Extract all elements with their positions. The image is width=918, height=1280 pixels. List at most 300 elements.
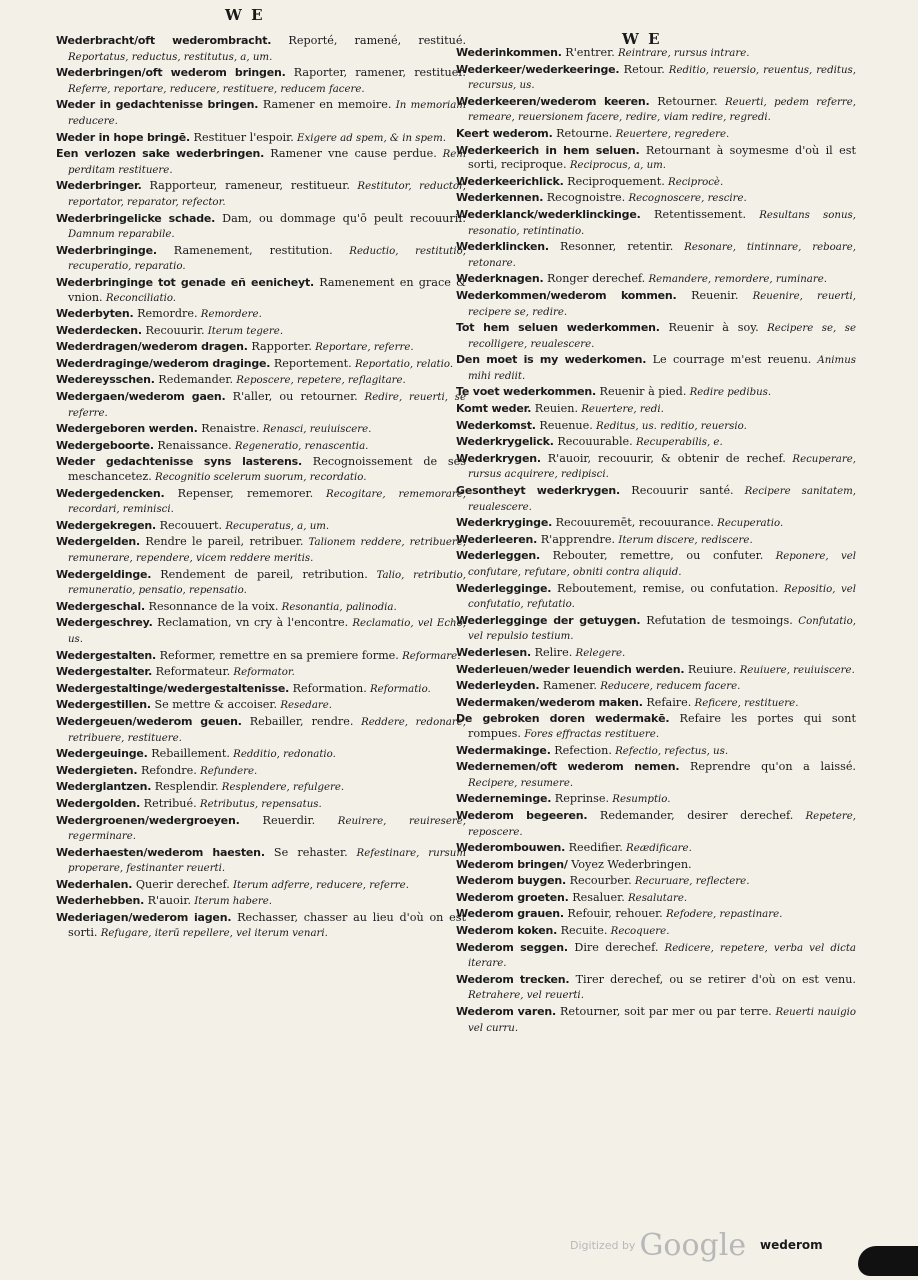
- entry-headword: Wedergestaltinge/wedergestaltenisse.: [56, 681, 290, 695]
- entry-headword: Wederbringelicke schade.: [56, 211, 216, 225]
- entry-headword: Wederombouwen.: [456, 841, 566, 855]
- entry-french: Refondre.: [137, 763, 197, 777]
- dictionary-entry: [456, 435, 856, 451]
- entry-latin: Recipere se, se recolligere, reualescere.: [468, 323, 856, 350]
- entry-headword: Wederleuen/weder leuendich werden.: [456, 662, 685, 676]
- entry-french: Retourner.: [649, 94, 718, 108]
- entry-headword: Wederbringinge.: [56, 243, 157, 257]
- dictionary-entry: [456, 973, 856, 1004]
- entry-french: Retentissement.: [640, 207, 747, 221]
- entry-french: Ramenement en grace & vnion.: [68, 275, 466, 304]
- entry-french: Rendre le pareil, retribuer.: [140, 535, 304, 549]
- entry-latin: Recogitare, rememorare, recordari, reminisci.: [68, 488, 466, 516]
- entry-headword: Wederkommen/wederom kommen.: [456, 288, 677, 302]
- entry-latin: Retrahere, vel reuerti.: [468, 990, 584, 1002]
- entry-french: Voyez Wederbringen.: [567, 857, 692, 871]
- dictionary-entry: [56, 422, 466, 438]
- dictionary-entry: [456, 452, 856, 483]
- dictionary-entry: [56, 649, 466, 665]
- entry-headword: Wedergeldinge.: [56, 567, 152, 581]
- entry-latin: Reuertere, regredere.: [612, 128, 730, 140]
- dictionary-entry: [456, 858, 856, 874]
- entry-headword: Wederkeer/wederkeeringe.: [456, 62, 620, 76]
- entry-latin: Recipere sanitatem, reualescere.: [468, 486, 856, 513]
- entry-french: Reedifier.: [565, 841, 623, 855]
- entry-headword: Wederleggen.: [456, 549, 541, 563]
- entry-headword: Wederhalen.: [56, 877, 133, 891]
- left-column: [56, 34, 466, 942]
- dictionary-entry: [56, 340, 466, 356]
- entry-latin: In memoriam reducere.: [68, 100, 466, 127]
- dictionary-entry: [456, 760, 856, 791]
- entry-headword: Wedergeschrey.: [56, 616, 153, 630]
- entry-headword: Wedergeuen/wederom geuen.: [56, 714, 242, 728]
- entry-latin: Resumptio.: [609, 794, 671, 806]
- watermark-google-logo: Google: [639, 1228, 747, 1263]
- entry-french: R'auoir.: [144, 894, 191, 908]
- entry-french: Se rehaster.: [264, 845, 348, 859]
- entry-headword: Wederleeren.: [456, 532, 538, 546]
- entry-latin: Reducere, reducem facere.: [596, 681, 741, 693]
- entry-french: Reuenir à pied.: [595, 385, 687, 399]
- dictionary-entry: [56, 66, 466, 97]
- entry-headword: Wederdraginge/wederom draginge.: [56, 356, 271, 370]
- entry-french: Reuenir à soy.: [659, 321, 759, 335]
- entry-headword: Wederkrygen.: [456, 451, 541, 465]
- entry-headword: Wederom trecken.: [456, 972, 570, 986]
- dictionary-entry: [56, 682, 466, 698]
- entry-latin: Reuerti nauigio vel curru.: [468, 1007, 857, 1034]
- entry-headword: Wederneminge.: [456, 792, 552, 806]
- dictionary-entry: [456, 941, 856, 972]
- dictionary-entry: [56, 616, 466, 647]
- entry-french: Reprendre qu'on a laissé.: [679, 760, 856, 774]
- dictionary-entry: [456, 874, 856, 890]
- dictionary-entry: [56, 487, 466, 518]
- dictionary-entry: [456, 240, 856, 271]
- entry-french: Retournant à soymesme d'où il est sorti, reciproque.: [468, 143, 856, 172]
- entry-latin: Reuerti, pedem referre, remeare, reuersionem facere, redire, viam redire, regredi.: [468, 96, 856, 124]
- entry-latin: Reconciliatio.: [102, 292, 177, 304]
- entry-headword: Wedergieten.: [56, 763, 138, 777]
- entry-latin: Reportatus, reductus, restitutus, a, um.: [68, 51, 273, 63]
- entry-french: R'apprendre.: [537, 532, 616, 546]
- entry-latin: Refundere.: [196, 765, 258, 777]
- entry-french: Recouurir.: [141, 323, 205, 337]
- entry-latin: Reposcere, repetere, reflagitare.: [233, 375, 406, 387]
- entry-french: Rapporter.: [247, 340, 312, 354]
- dictionary-entry: [456, 144, 856, 174]
- entry-french: Refaire les portes qui sont rompues.: [468, 712, 856, 740]
- entry-french: Resonnance de la voix.: [144, 599, 279, 613]
- entry-headword: Den moet is my wederkomen.: [456, 353, 647, 367]
- entry-french: Reformateur.: [152, 665, 231, 679]
- entry-latin: Reuenire, reuerti, recipere se, redire.: [468, 290, 857, 318]
- entry-french: Ramener vne cause perdue.: [264, 147, 437, 161]
- entry-french: Resaluer.: [568, 890, 625, 904]
- dictionary-entry: [56, 147, 466, 178]
- entry-headword: Weder in gedachtenisse bringen.: [56, 98, 259, 112]
- entry-latin: Damnum reparabile.: [68, 229, 175, 241]
- entry-latin: Recuperatus, a, um.: [222, 520, 330, 532]
- entry-latin: Rem perditam restituere.: [68, 149, 466, 176]
- entry-french: Redemander.: [154, 373, 234, 387]
- entry-latin: Reformatio.: [366, 683, 431, 695]
- entry-latin: Reditio, reuersio, reuentus, reditus, recursus, us.: [468, 64, 856, 92]
- entry-headword: Wederinkommen.: [456, 46, 562, 59]
- entry-latin: Resedare.: [277, 700, 333, 712]
- entry-headword: Wederkeeren/wederom keeren.: [456, 94, 650, 108]
- entry-latin: Reuiuere, reuiuiscere.: [736, 664, 855, 676]
- ink-smudge: [858, 1246, 918, 1276]
- entry-french: Recouuert.: [156, 518, 223, 532]
- entry-french: Reuien.: [531, 402, 579, 416]
- dictionary-entry: [456, 191, 856, 207]
- dictionary-entry: [456, 614, 856, 645]
- entry-french: Se mettre & accoiser.: [150, 698, 278, 712]
- entry-french: Recouurir santé.: [620, 484, 734, 498]
- entry-french: Ramener.: [539, 679, 597, 693]
- dictionary-entry: [56, 878, 466, 894]
- entry-french: Ronger derechef.: [543, 272, 646, 286]
- dictionary-entry: [456, 46, 856, 62]
- entry-french: Resplendir.: [151, 780, 219, 794]
- dictionary-entry: [456, 353, 856, 384]
- dictionary-entry: [456, 321, 856, 352]
- entry-latin: Iterum habere.: [191, 896, 273, 908]
- entry-latin: Iterum adferre, reducere, referre.: [229, 879, 409, 891]
- dictionary-entry: [456, 712, 856, 742]
- entry-french: Retourner, soit par mer ou par terre.: [555, 1005, 772, 1019]
- entry-headword: Wedergekregen.: [56, 518, 157, 532]
- entry-headword: Wederkennen.: [456, 191, 544, 205]
- entry-french: Le courrage m'est reuenu.: [646, 353, 812, 367]
- entry-french: Recognoissement de ses meschancetez.: [68, 455, 466, 484]
- dictionary-entry: [456, 792, 856, 808]
- entry-french: Rechasser, chasser au lieu d'où on est sorti.: [68, 911, 467, 939]
- dictionary-entry: [456, 289, 856, 320]
- entry-headword: Wederiagen/wederom iagen.: [56, 911, 232, 925]
- entry-french: Recouuremēt, recouurance.: [552, 516, 714, 530]
- entry-french: Renaissance.: [153, 438, 232, 452]
- entry-latin: Reuertere, redi.: [578, 404, 664, 416]
- entry-french: Refaire.: [642, 695, 692, 709]
- entry-latin: Reficere, restituere.: [691, 697, 799, 709]
- entry-latin: Regeneratio, renascentia.: [231, 440, 369, 452]
- entry-latin: Restitutor, reductor, reportator, reparator, refector.: [68, 181, 467, 208]
- entry-french: Remordre.: [133, 307, 198, 321]
- entry-french: Reciproquement.: [563, 174, 665, 188]
- entry-headword: Wedergeboorte.: [56, 438, 154, 452]
- dictionary-entry: [56, 357, 466, 373]
- entry-french: R'auoir, recouurir, & obtenir de rechef.: [540, 451, 786, 465]
- entry-headword: Wederbracht/oft wederombracht.: [56, 34, 272, 47]
- entry-headword: Tot hem seluen wederkommen.: [456, 321, 660, 335]
- entry-headword: Weder gedachtenisse syns lasterens.: [56, 455, 302, 469]
- dictionary-entry: [56, 212, 466, 243]
- entry-headword: Wedergedencken.: [56, 486, 165, 500]
- dictionary-entry: [56, 307, 466, 323]
- entry-french: Raporter, ramener, restituer.: [285, 66, 466, 80]
- entry-french: Reclamation, vn cry à l'encontre.: [152, 616, 349, 630]
- dictionary-entry: [456, 516, 856, 532]
- entry-french: Reboutement, remise, ou confutation.: [551, 581, 779, 595]
- entry-headword: Wedergroenen/wedergroeyen.: [56, 813, 240, 827]
- entry-headword: Wederkrygelick.: [456, 435, 554, 449]
- entry-headword: Gesontheyt wederkrygen.: [456, 484, 621, 498]
- entry-latin: Redicere, repetere, verba vel dicta iterare.: [468, 942, 856, 970]
- entry-headword: Wederkryginge.: [456, 516, 553, 530]
- dictionary-entry: [456, 891, 856, 907]
- entry-headword: Wederom grauen.: [456, 907, 564, 921]
- catchword: wederom: [760, 1238, 823, 1252]
- entry-french: Ramenement, restitution.: [156, 243, 333, 257]
- entry-french: R'aller, ou retourner.: [225, 390, 358, 404]
- dictionary-entry: [456, 95, 856, 126]
- dictionary-entry: [56, 846, 466, 877]
- entry-french: Reuerdir.: [239, 813, 316, 827]
- dictionary-entry: [456, 549, 856, 580]
- entry-headword: Wedergolden.: [56, 796, 141, 810]
- dictionary-entry: [56, 535, 466, 566]
- dictionary-entry: [456, 175, 856, 191]
- dictionary-entry: [56, 439, 466, 455]
- right-column: [456, 46, 856, 1037]
- entry-french: Retourne.: [552, 126, 613, 140]
- entry-french: Restituer l'espoir.: [190, 130, 294, 144]
- dictionary-entry: [56, 698, 466, 714]
- entry-french: Retour.: [619, 62, 665, 76]
- entry-french: Recuite.: [557, 924, 608, 938]
- entry-headword: Wederkeerich in hem seluen.: [456, 143, 640, 157]
- running-header-right: W E: [622, 30, 662, 48]
- entry-french: Reuenue.: [535, 418, 593, 432]
- entry-latin: Remandere, remordere, ruminare.: [645, 274, 828, 286]
- entry-headword: Wedereysschen.: [56, 373, 155, 387]
- entry-french: Rebailler, rendre.: [241, 714, 354, 728]
- entry-headword: Wederkeerichlick.: [456, 174, 564, 188]
- dictionary-entry: [456, 744, 856, 760]
- dictionary-entry: [56, 98, 466, 129]
- dictionary-entry: [56, 455, 466, 485]
- entry-headword: De gebroken doren wedermakē.: [456, 712, 670, 726]
- entry-french: Rapporteur, rameneur, restitueur.: [141, 179, 350, 193]
- entry-headword: Wederhebben.: [56, 894, 145, 908]
- dictionary-entry: [456, 907, 856, 923]
- entry-headword: Weder in hope bringē.: [56, 130, 190, 144]
- dictionary-entry: [456, 127, 856, 143]
- dictionary-entry: [456, 484, 856, 515]
- entry-headword: Wederlegginge der getuygen.: [456, 613, 641, 627]
- entry-latin: Iterum tegere.: [204, 325, 284, 337]
- entry-french: Reprinse.: [551, 792, 610, 806]
- entry-french: Dire derechef.: [567, 940, 659, 954]
- dictionary-entry: [456, 696, 856, 712]
- entry-headword: Wederom varen.: [456, 1005, 556, 1019]
- entry-headword: Wederom bringen/: [456, 857, 568, 871]
- entry-french: Dam, ou dommage qu'ō peult recouurir.: [215, 211, 466, 225]
- entry-headword: Wederbringinge tot genade eñ eenicheyt.: [56, 275, 314, 289]
- running-header-left: W E: [225, 6, 265, 24]
- entry-headword: Wederom begeeren.: [456, 808, 588, 822]
- entry-headword: Wederbringer.: [56, 179, 142, 193]
- entry-latin: Reportatio, relatio.: [351, 358, 454, 370]
- entry-latin: Exigere ad spem, & in spem.: [293, 132, 446, 144]
- dictionary-entry: [56, 373, 466, 389]
- entry-headword: Wederleyden.: [456, 679, 540, 693]
- entry-headword: Komt weder.: [456, 402, 532, 416]
- dictionary-entry: [56, 568, 466, 599]
- entry-french: Reuenir.: [676, 288, 739, 302]
- entry-latin: Resonantia, palinodia.: [278, 601, 397, 613]
- entry-latin: Redire, reuerti, se referre.: [68, 392, 467, 419]
- entry-french: Refutation de tesmoings.: [640, 613, 793, 627]
- entry-latin: Reductio, restitutio, recuperatio, reparatio.: [68, 245, 466, 273]
- dictionary-entry: [56, 911, 466, 941]
- dictionary-entry: [456, 533, 856, 549]
- entry-headword: Wedergestillen.: [56, 698, 151, 712]
- entry-headword: Wedernemen/oft wederom nemen.: [456, 760, 680, 774]
- entry-latin: Remordere.: [197, 309, 262, 321]
- dictionary-entry: [56, 34, 466, 65]
- entry-latin: Reuirere, reuiresere, regerminare.: [68, 815, 467, 843]
- dictionary-entry: [56, 780, 466, 796]
- entry-french: Refection.: [550, 743, 612, 757]
- entry-french: Relire.: [531, 645, 573, 659]
- entry-headword: Wedergestalter.: [56, 665, 153, 679]
- dictionary-entry: [56, 764, 466, 780]
- entry-french: Reformation.: [289, 681, 367, 695]
- dictionary-entry: [456, 1005, 856, 1036]
- entry-french: R'entrer.: [561, 46, 615, 59]
- dictionary-entry: [456, 272, 856, 288]
- dictionary-entry: [56, 797, 466, 813]
- entry-headword: Wederdragen/wederom dragen.: [56, 340, 248, 354]
- dictionary-entry: [56, 894, 466, 910]
- entry-latin: Reddere, redonare, retribuere, restituere.: [68, 716, 466, 744]
- entry-french: Refouir, rehouer.: [563, 907, 663, 921]
- entry-headword: Wederbringen/oft wederom bringen.: [56, 66, 286, 80]
- entry-french: Resonner, retentir.: [548, 240, 674, 254]
- entry-latin: Resonare, tintinnare, reboare, retonare.: [468, 242, 856, 269]
- entry-french: Ramener en memoire.: [258, 98, 392, 112]
- entry-french: Reportement.: [270, 356, 352, 370]
- entry-headword: Keert wederom.: [456, 126, 553, 140]
- entry-french: Rendement de pareil, retribution.: [151, 567, 368, 581]
- entry-headword: Wederom seggen.: [456, 940, 568, 954]
- dictionary-entry: [56, 131, 466, 147]
- entry-latin: Refestinare, rursum properare, festinanter reuerti.: [68, 847, 466, 875]
- entry-french: Rebouter, remettre, ou confuter.: [540, 549, 764, 563]
- entry-french: Recognoistre.: [543, 191, 626, 205]
- entry-latin: Talionem reddere, retribuere, remunerare, rependere, vicem reddere meritis.: [68, 537, 466, 564]
- entry-headword: Wederklanck/wederklinckinge.: [456, 207, 641, 221]
- entry-french: Redemander, desirer derechef.: [587, 808, 794, 822]
- entry-latin: Recuruare, reflectere.: [631, 876, 750, 888]
- entry-latin: Referre, reportare, reducere, restituere, reducem facere.: [68, 83, 365, 95]
- entry-headword: Wederklincken.: [456, 240, 549, 254]
- dictionary-entry: [56, 244, 466, 275]
- entry-headword: Wederhaesten/wederom haesten.: [56, 845, 265, 859]
- entry-headword: Wedermaken/wederom maken.: [456, 695, 643, 709]
- entry-latin: Redire pedibus.: [686, 387, 772, 399]
- entry-french: Reuiure.: [684, 662, 737, 676]
- entry-french: Recourber.: [566, 874, 632, 888]
- entry-latin: Recuperare, rursus acquirere, redipisci.: [468, 453, 856, 481]
- entry-latin: Reciprocus, a, um.: [566, 160, 667, 172]
- entry-french: Recouurable.: [553, 435, 633, 449]
- dictionary-entry: [456, 809, 856, 840]
- entry-headword: Wederom buygen.: [456, 874, 567, 888]
- entry-latin: Reintrare, rursus intrare.: [614, 48, 750, 59]
- dictionary-entry: [456, 402, 856, 418]
- entry-latin: Resalutare.: [624, 892, 688, 904]
- entry-latin: Reportare, referre.: [311, 342, 414, 354]
- entry-french: Repenser, rememorer.: [164, 486, 314, 500]
- dictionary-entry: [456, 924, 856, 940]
- digitized-watermark: [570, 1228, 746, 1263]
- dictionary-entry: [56, 519, 466, 535]
- dictionary-entry: [456, 63, 856, 94]
- entry-headword: Wedergelden.: [56, 535, 141, 549]
- entry-latin: Reclamatio, vel Echo, us.: [68, 618, 466, 645]
- entry-latin: Reformare.: [398, 650, 461, 662]
- entry-french: Rebaillement.: [147, 747, 230, 761]
- entry-headword: Wederdecken.: [56, 323, 142, 337]
- dictionary-entry: [456, 419, 856, 435]
- entry-headword: Een verlozen sake wederbringen.: [56, 147, 265, 161]
- entry-headword: Wederom groeten.: [456, 890, 569, 904]
- entry-latin: Resplendere, refulgere.: [218, 782, 345, 794]
- dictionary-entry: [56, 390, 466, 421]
- dictionary-entry: [456, 679, 856, 695]
- entry-latin: Recuperatio.: [713, 518, 784, 530]
- entry-headword: Wederlesen.: [456, 645, 532, 659]
- dictionary-entry: [56, 747, 466, 763]
- dictionary-entry: [56, 814, 466, 845]
- watermark-small-text: Digitized by: [570, 1239, 636, 1252]
- entry-latin: Repositio, vel confutatio, refutatio.: [468, 583, 856, 611]
- entry-latin: Animus mihi rediit.: [468, 355, 856, 382]
- entry-french: Querir derechef.: [132, 877, 230, 891]
- entry-latin: Fores effractas restituere.: [520, 728, 660, 740]
- entry-headword: Wedermakinge.: [456, 743, 551, 757]
- entry-latin: Refectio, refectus, us.: [611, 745, 729, 757]
- dictionary-entry: [456, 385, 856, 401]
- dictionary-entry: [56, 600, 466, 616]
- entry-latin: Repetere, reposcere.: [468, 810, 857, 838]
- dictionary-entry: [456, 582, 856, 613]
- entry-latin: Iterum discere, rediscere.: [615, 534, 753, 546]
- entry-headword: Wedergeboren werden.: [56, 422, 198, 436]
- dictionary-entry: [56, 665, 466, 681]
- dictionary-entry: [456, 841, 856, 857]
- entry-latin: Recognoscere, rescire.: [625, 193, 747, 205]
- entry-latin: Talio, retributio, remuneratio, pensatio, repensatio.: [68, 569, 466, 597]
- entry-french: Tirer derechef, ou se retirer d'où on est venu.: [569, 972, 856, 986]
- entry-latin: Recoquere.: [607, 926, 670, 938]
- dictionary-entry: [456, 663, 856, 679]
- entry-latin: Renasci, reuiuiscere.: [259, 424, 372, 436]
- entry-headword: Wederknagen.: [456, 272, 544, 286]
- entry-latin: Reædificare.: [622, 843, 692, 855]
- entry-headword: Wedergeschal.: [56, 599, 145, 613]
- entry-latin: Reformator.: [230, 667, 295, 679]
- dictionary-entry: [56, 179, 466, 210]
- entry-french: Reformer, remettre en sa premiere forme.: [156, 648, 399, 662]
- entry-headword: Wedergeuinge.: [56, 747, 148, 761]
- entry-latin: Refugare, iterū repellere, vel iterum venari.: [97, 927, 328, 939]
